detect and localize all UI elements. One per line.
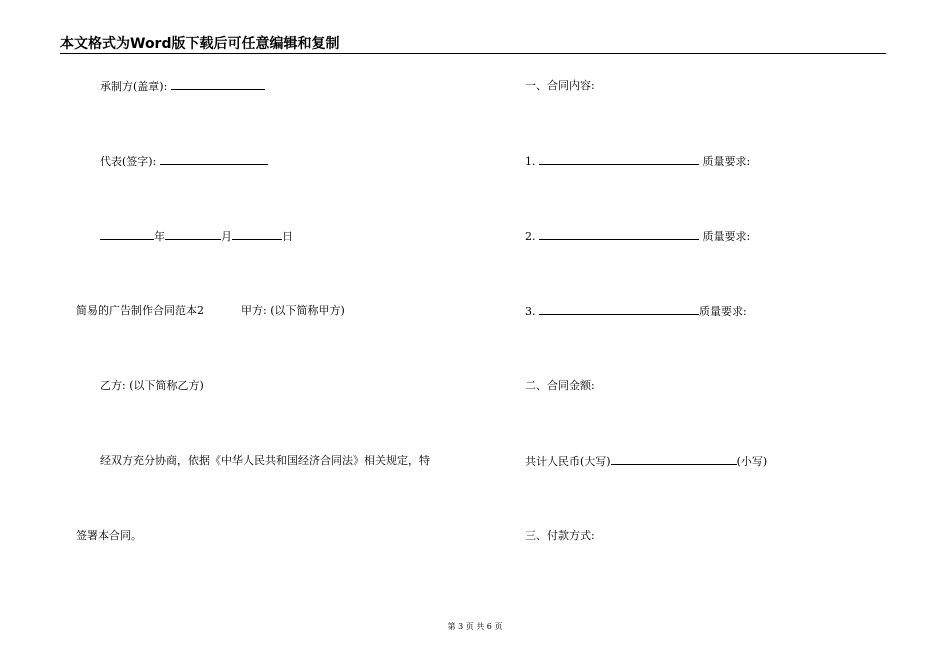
total-uppercase-label: 共计人民币(大写) [525, 455, 611, 468]
item-3-number: 3. [525, 305, 536, 318]
item-3-quality: 质量要求: [699, 305, 747, 318]
contractor-label: 承制方(盖章): [100, 80, 168, 93]
representative-line [100, 154, 268, 169]
item-1-blank [539, 154, 699, 165]
clause-line-1: 经双方充分协商，依据《中华人民共和国经济合同法》相关规定，特 [100, 454, 430, 467]
header-rule [60, 53, 886, 54]
year-label: 年 [154, 230, 165, 243]
representative-blank [160, 154, 268, 165]
clause-line-2: 签署本合同。 [76, 529, 142, 542]
total-amount-blank [611, 454, 737, 465]
item-2-number: 2. [525, 230, 536, 243]
item-3-blank [539, 304, 699, 315]
representative-label: 代表(签字): [100, 155, 157, 168]
page-footer: 第 3 页 共 6 页 [447, 622, 503, 631]
item-1-quality: 质量要求: [702, 155, 751, 168]
document-header: 本文格式为Word版下载后可任意编辑和复制 [60, 36, 340, 52]
doc-title: 简易的广告制作合同范本2 [76, 304, 204, 317]
section-payment-method: 三、付款方式: [525, 529, 595, 542]
month-blank [165, 229, 221, 240]
date-line [100, 229, 293, 244]
item-1-line [525, 154, 750, 169]
item-2-line [525, 229, 750, 244]
total-lowercase-label: (小写) [736, 455, 768, 468]
contractor-blank [171, 79, 265, 90]
section-contract-amount: 二、合同金额: [525, 379, 595, 392]
section-contract-content: 一、合同内容: [525, 79, 595, 92]
contractor-line [100, 79, 265, 94]
month-label: 月 [221, 230, 232, 243]
item-3-line [525, 304, 747, 319]
item-2-blank [539, 229, 699, 240]
party-a: 甲方: (以下简称甲方) [241, 304, 345, 317]
party-b: 乙方: (以下简称乙方) [100, 379, 204, 392]
item-2-quality: 质量要求: [702, 230, 751, 243]
total-amount-line [525, 454, 767, 469]
day-label: 日 [282, 230, 293, 243]
day-blank [232, 229, 282, 240]
item-1-number: 1. [525, 155, 536, 168]
year-blank [100, 229, 154, 240]
